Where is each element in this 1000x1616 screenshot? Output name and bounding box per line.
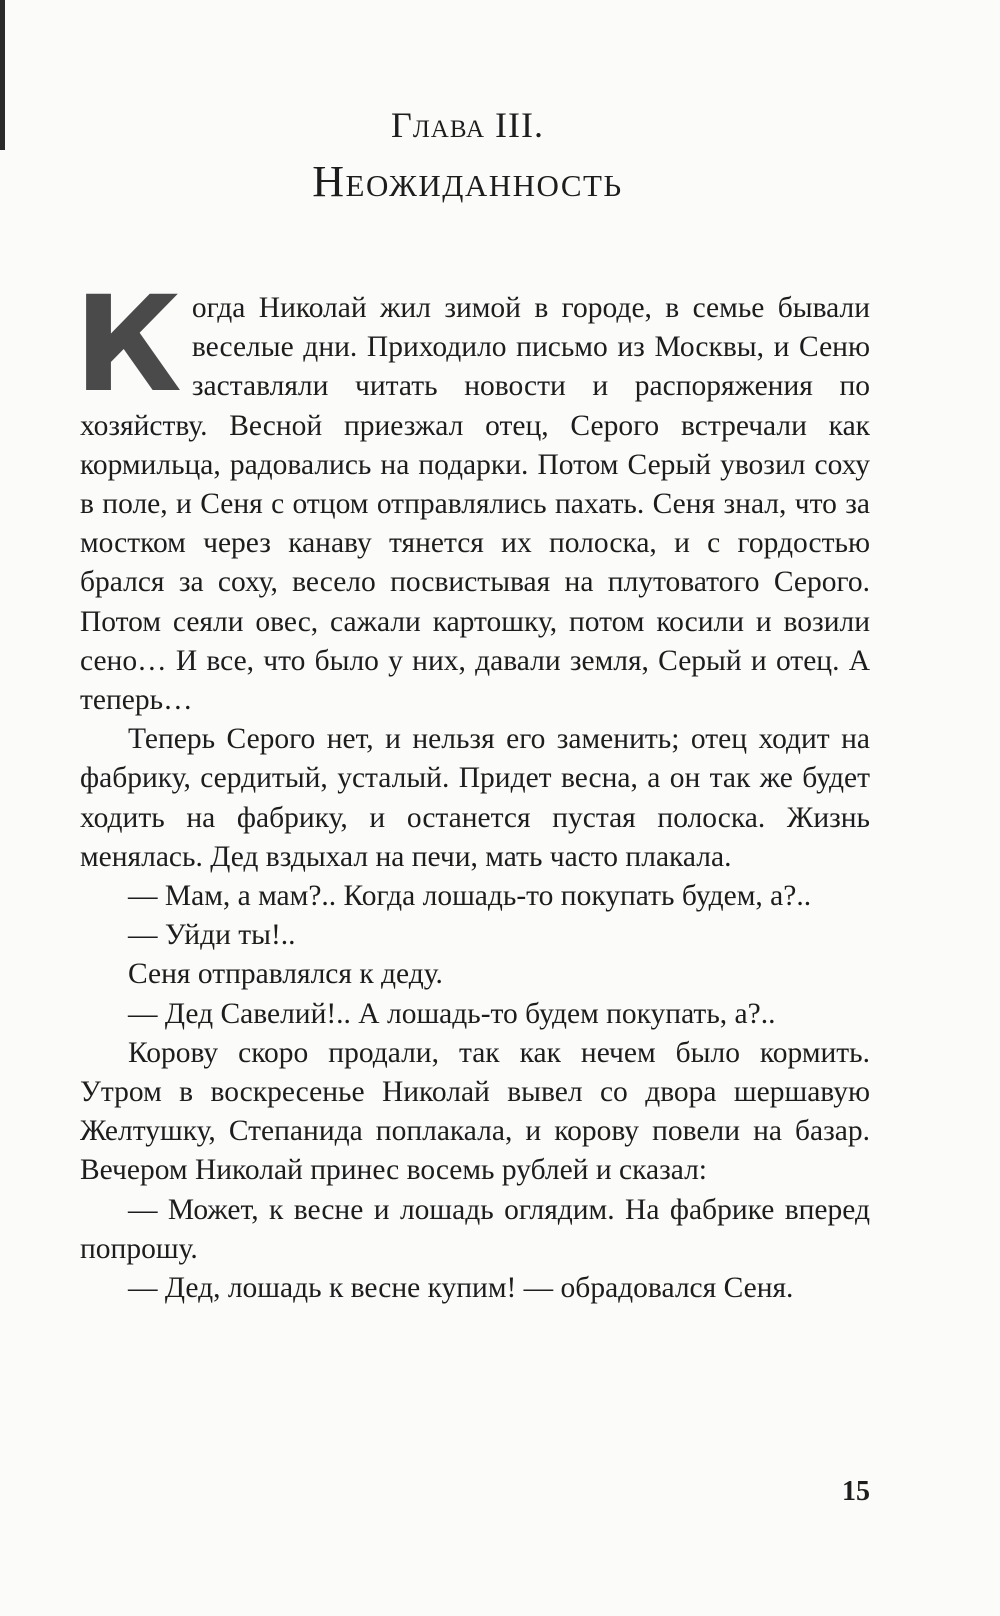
paragraph-7: Корову скоро продали, так как нечем было кормить. Утром в воскресенье Николай вывел со двора шершавую Желтушку, Степанида поплакала, и корову повели на базар. Вечером Николай принес восемь рублей и сказал:	[80, 1036, 870, 1187]
paragraph-9: — Дед, лошадь к весне купим! — обрадовался Сеня.	[128, 1272, 794, 1305]
paragraph-8: — Может, к весне и лошадь оглядим. На фабрике вперед попрошу.	[80, 1193, 870, 1265]
body-text	[74, 268, 870, 1308]
chapter-label: Глава III.	[391, 105, 544, 145]
paragraph-2: Теперь Серого нет, и нельзя его заменить; отец ходит на фабрику, сердитый, усталый. Придет весна, а он так же будет ходить на фабрику, и останется пустая полоска. Жизнь менялась. Дед вздыхал на печи, мать часто плакала.	[80, 723, 870, 873]
paragraph-5: Сеня отправлялся к деду.	[128, 958, 443, 991]
page-number: 15	[842, 1476, 870, 1507]
paragraph-1-text: огда Николай жил зимой в городе, в семье бывали веселые дни. Приходило письмо из Москвы, и Сеню заставляли читать новости и распоряжения по хозяйству. Весной приезжал отец, Серого встречали как кормильца, радовались на подарки. Потом Серый увозил соху в поле, и Сеня с отцом отправлялись пахать. Сеня знал, что за мостком через канаву тянется их полоска, и с гордостью брался за соху, весело посвистывая на плутоватого Серого. Потом сеяли овес, сажали картошку, потом косили и возили сено… И все, что было у них, давали земля, Серый и отец. А теперь…	[80, 292, 870, 717]
paragraph-1	[74, 268, 870, 720]
drop-cap: К	[74, 268, 182, 422]
paragraph-6: — Дед Савелий!.. А лошадь-то будем покупать, а?..	[128, 997, 776, 1030]
paragraph-4: — Уйди ты!..	[128, 919, 296, 952]
chapter-title: Неожиданность	[312, 157, 623, 206]
paragraph-3: — Мам, а мам?.. Когда лошадь-то покупать будем, а?..	[128, 880, 812, 913]
